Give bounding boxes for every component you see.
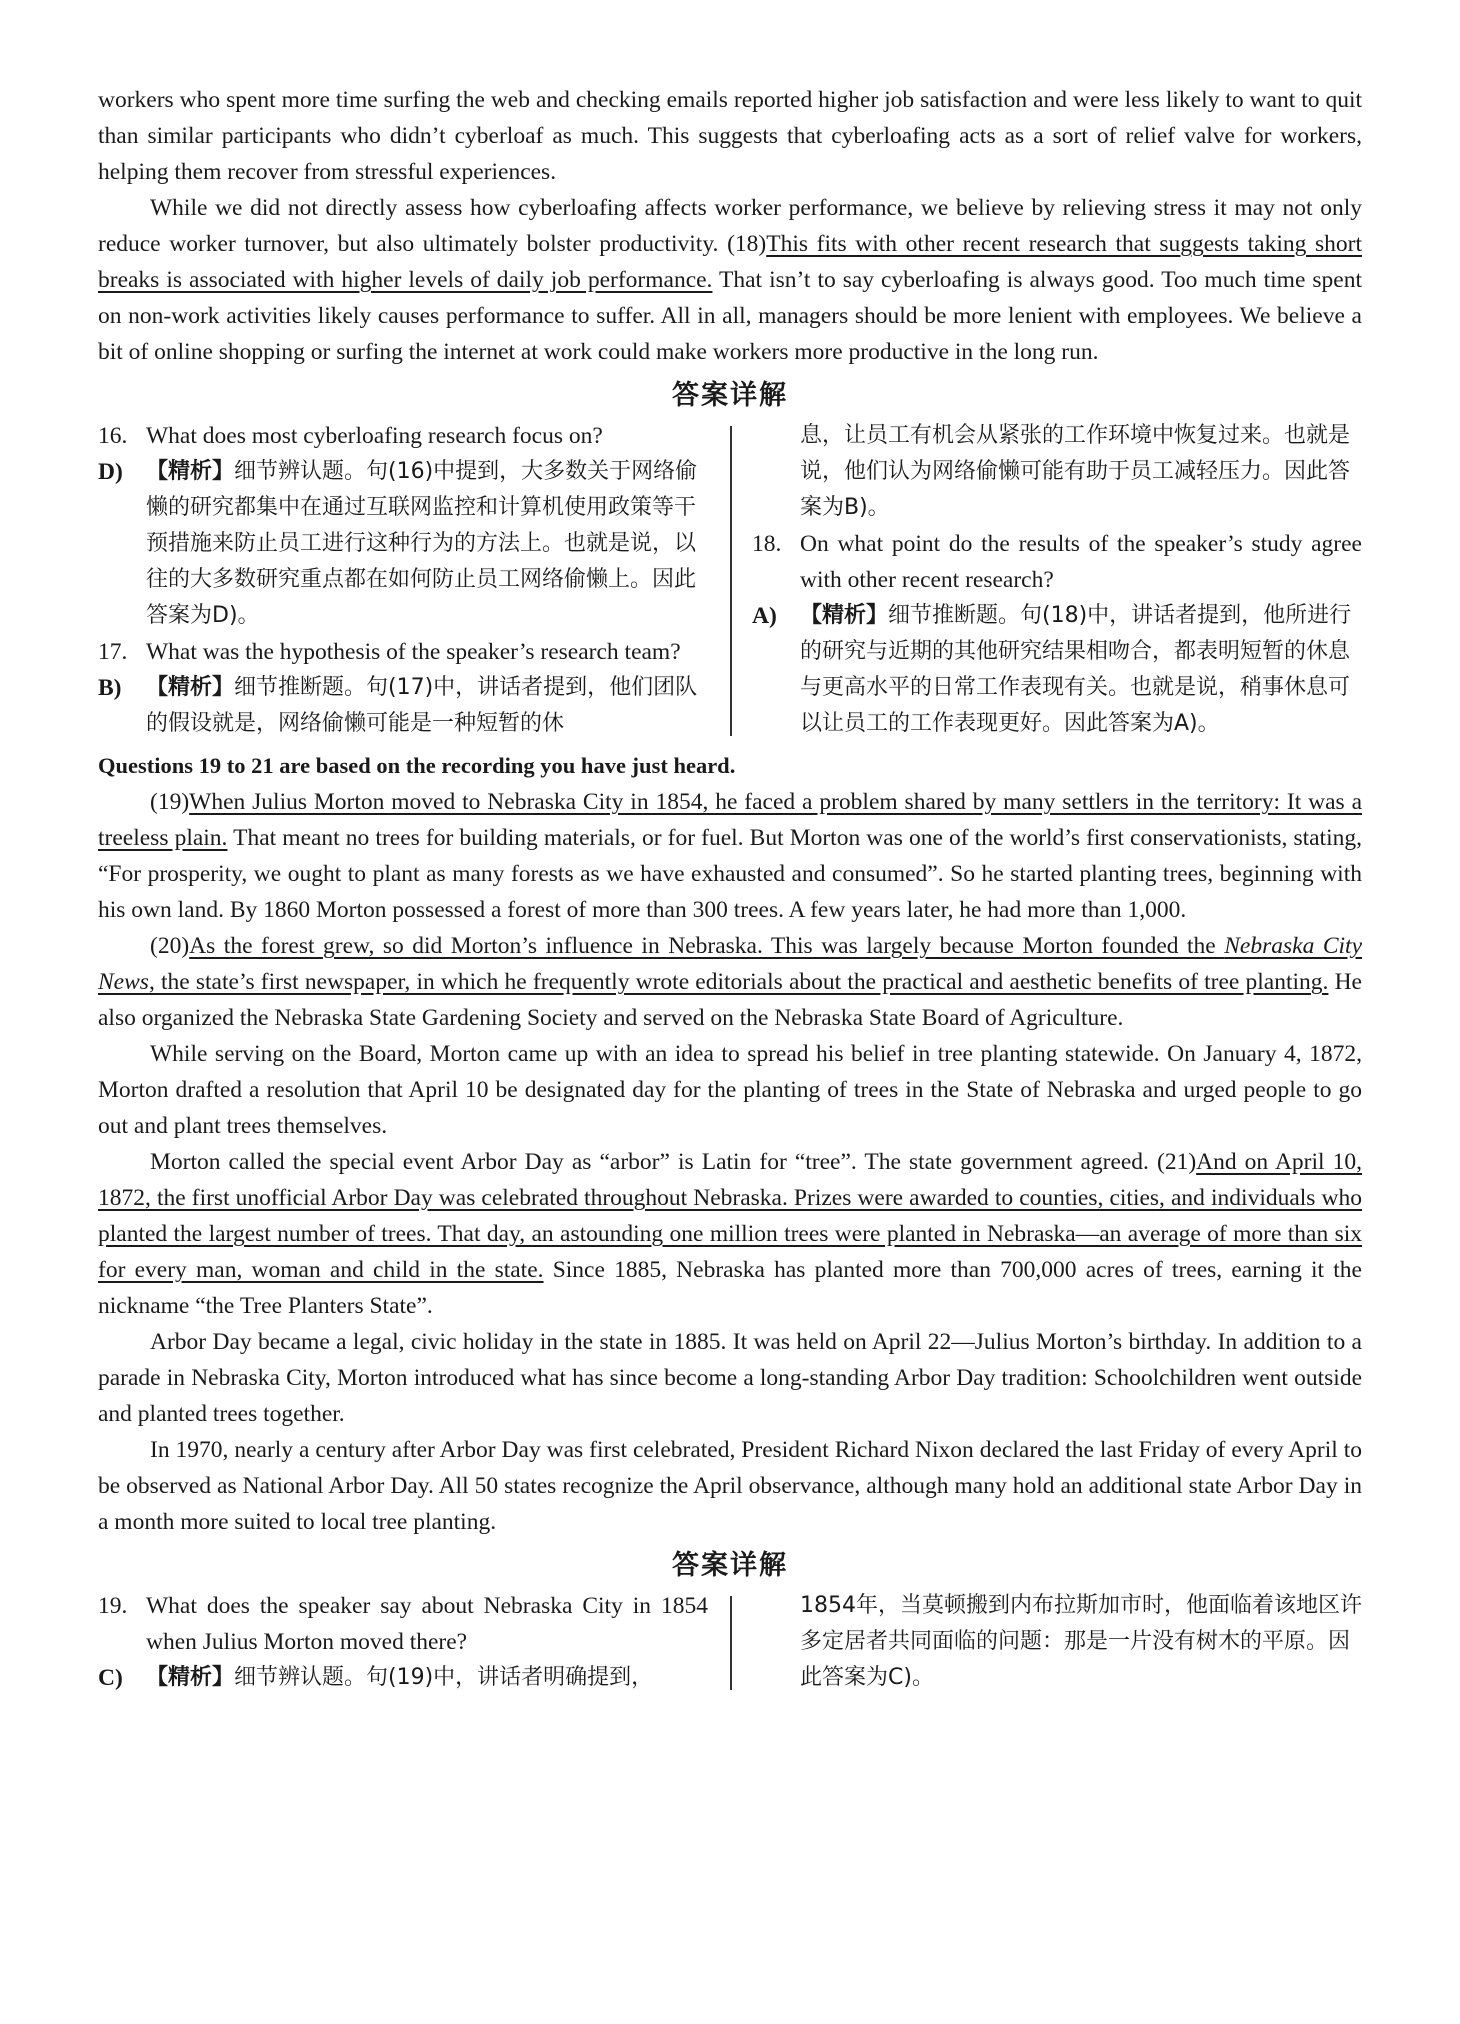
answer-18 [752,598,1362,742]
answer-17 [98,670,708,742]
text: Since 1885, Nebraska has planted more than 700,000 acres of trees, earning it the nickname “the Tree Planters State”. [98,1257,1362,1319]
question-number: 16. [98,423,128,449]
text: That isn’t to say cyberloafing is always good. Too much time spent on non-work activities likely causes performance to suffer. All in all, managers should be more lenient with employees. We believe a bit of online shopping or surfing the internet at work could make workers more productive in the long run. [98,267,1362,365]
answer-columns [98,418,1362,742]
question-18 [752,526,1362,598]
question-19 [98,1588,708,1660]
question-text: What was the hypothesis of the speaker’s research team? [146,639,681,665]
question-text: On what point do the results of the speaker’s study agree with other recent research? [800,531,1362,593]
underlined-sentence: This fits with other recent research that suggests taking short breaks is associated with higher levels of daily job performance. [98,231,1362,293]
text: He also organized the Nebraska State Gardening Society and served on the Nebraska State Board of Agriculture. [98,969,1362,1031]
sentence-marker: (18) [727,231,767,257]
question-text: What does most cyberloafing research focus on? [146,423,603,449]
sentence-marker: (19) [150,789,190,815]
text: Morton called the special event Arbor Day as “arbor” is Latin for “tree”. The state government agreed. [150,1149,1157,1175]
explanation-continued: 息，让员工有机会从紧张的工作环境中恢复过来。也就是说，他们认为网络偷懒可能有助于员工减轻压力。因此答案为B)。 [800,423,1351,520]
underlined-sentence: As the forest grew, so did Morton’s influence in Nebraska. This was largely because Morton founded the [189,933,1225,959]
paragraph: workers who spent more time surfing the web and checking emails reported higher job satisfaction and were less likely to want to quit than similar participants who didn’t cyberloaf as much. This suggests that cyberloafing acts as a sort of relief valve for workers, helping them recover from stressful experiences. [98,87,1362,185]
answer-letter: B) [98,675,122,701]
column-divider [730,1596,732,1690]
answer-letter: C) [98,1665,123,1691]
right-column [752,1588,1362,1696]
sentence-marker: (20) [150,933,190,959]
paragraph [98,784,1362,928]
left-column [98,1588,708,1696]
analysis-tag: 【精析】 [146,675,235,700]
answer-explanation [146,1660,708,1696]
explanation-text: 细节辨认题。句(19)中，讲话者明确提到， [234,1665,654,1690]
answer-letter: A) [752,603,777,629]
left-column [98,418,708,742]
paragraph [98,928,1362,1036]
text: That meant no trees for building materials, or for fuel. But Morton was one of the world’s first conservationists, stating, “For prosperity, we ought to plant as many forests as we have exhausted and consumed”. So he started planting trees, beginning with his own land. By 1860 Morton possessed a forest of more than 300 trees. A few years later, he had more than 1,000. [98,825,1362,923]
question-16 [98,418,708,454]
questions-intro: Questions 19 to 21 are based on the recording you have just heard. [98,753,736,778]
question-17 [98,634,708,670]
answer-explanation [146,670,708,742]
answer-16 [98,454,708,634]
question-number: 17. [98,639,128,665]
paragraph [98,1144,1362,1324]
analysis-tag: 【精析】 [146,459,235,484]
newspaper-title: Nebraska City News [98,933,1363,995]
paragraph [98,190,1362,370]
underlined-sentence: When Julius Morton moved to Nebraska City in 1854, he faced a problem shared by many settlers in the territory: It was a treeless plain. [98,789,1362,851]
explanation-text: 细节辨认题。句(16)中提到，大多数关于网络偷懒的研究都集中在通过互联网监控和计算机使用政策等干预措施来防止员工进行这种行为的方法上。也就是说，以往的大多数研究重点都在如何防止员工网络偷懒上。因此答案为D)。 [146,459,698,628]
question-number: 19. [98,1593,128,1619]
right-column [752,418,1362,742]
paragraph: While serving on the Board, Morton came up with an idea to spread his belief in tree planting statewide. On January 4, 1872, Morton drafted a resolution that April 10 be designated day for the planting of trees in the State of Nebraska and urged people to go out and plant trees themselves. [98,1041,1362,1139]
answer-letter: D) [98,459,123,485]
section-heading: 答案详解 [672,1550,788,1581]
explanation-text: 细节推断题。句(18)中，讲话者提到，他所进行的研究与近期的其他研究结果相吻合，都表明短暂的休息与更高水平的日常工作表现有关。也就是说，稍事休息可以让员工的工作表现更好。因此答案为A)。 [800,603,1352,736]
paragraph: Arbor Day became a legal, civic holiday in the state in 1885. It was held on April 22—Julius Morton’s birthday. In addition to a parade in Nebraska City, Morton introduced what has since become a long-standing Arbor Day tradition: Schoolchildren went outside and planted trees together. [98,1329,1362,1427]
answer-columns [98,1588,1362,1696]
column-divider [730,426,732,736]
answer-explanation [800,598,1362,742]
question-number: 18. [752,531,782,557]
analysis-tag: 【精析】 [800,603,889,628]
underlined-sentence: And on April 10, 1872, the first unofficial Arbor Day was celebrated throughout Nebraska. Prizes were awarded to counties, cities, and individuals who planted the largest number of trees. That day, an astounding one million trees were planted in Nebraska—an average of more than six for every man, woman and child in the state. [98,1149,1362,1283]
section-heading: 答案详解 [672,380,788,411]
answer-19 [98,1660,708,1696]
text: While we did not directly assess how cyberloafing affects worker performance, we believe by relieving stress it may not only reduce worker turnover, but also ultimately bolster productivity. [98,195,1362,257]
analysis-tag: 【精析】 [146,1665,235,1690]
explanation-text: 细节推断题。句(17)中，讲话者提到，他们团队的假设就是，网络偷懒可能是一种短暂的休 [146,675,698,736]
sentence-marker: (21) [1157,1149,1197,1175]
paragraph: In 1970, nearly a century after Arbor Day was first celebrated, President Richard Nixon declared the last Friday of every April to be observed as National Arbor Day. All 50 states recognize the April observance, although many hold an additional state Arbor Day in a month more suited to local tree planting. [98,1437,1362,1535]
explanation-continued: 1854年，当莫顿搬到内布拉斯加市时，他面临着该地区许多定居者共同面临的问题：那是一片没有树木的平原。因此答案为C)。 [800,1593,1362,1690]
underlined-sentence: , the state’s first newspaper, in which he frequently wrote editorials about the practical and aesthetic benefits of tree planting. [148,969,1329,995]
question-text: What does the speaker say about Nebraska City in 1854 when Julius Morton moved there? [146,1593,708,1655]
document-page [98,82,1362,1696]
answer-explanation [146,454,708,634]
